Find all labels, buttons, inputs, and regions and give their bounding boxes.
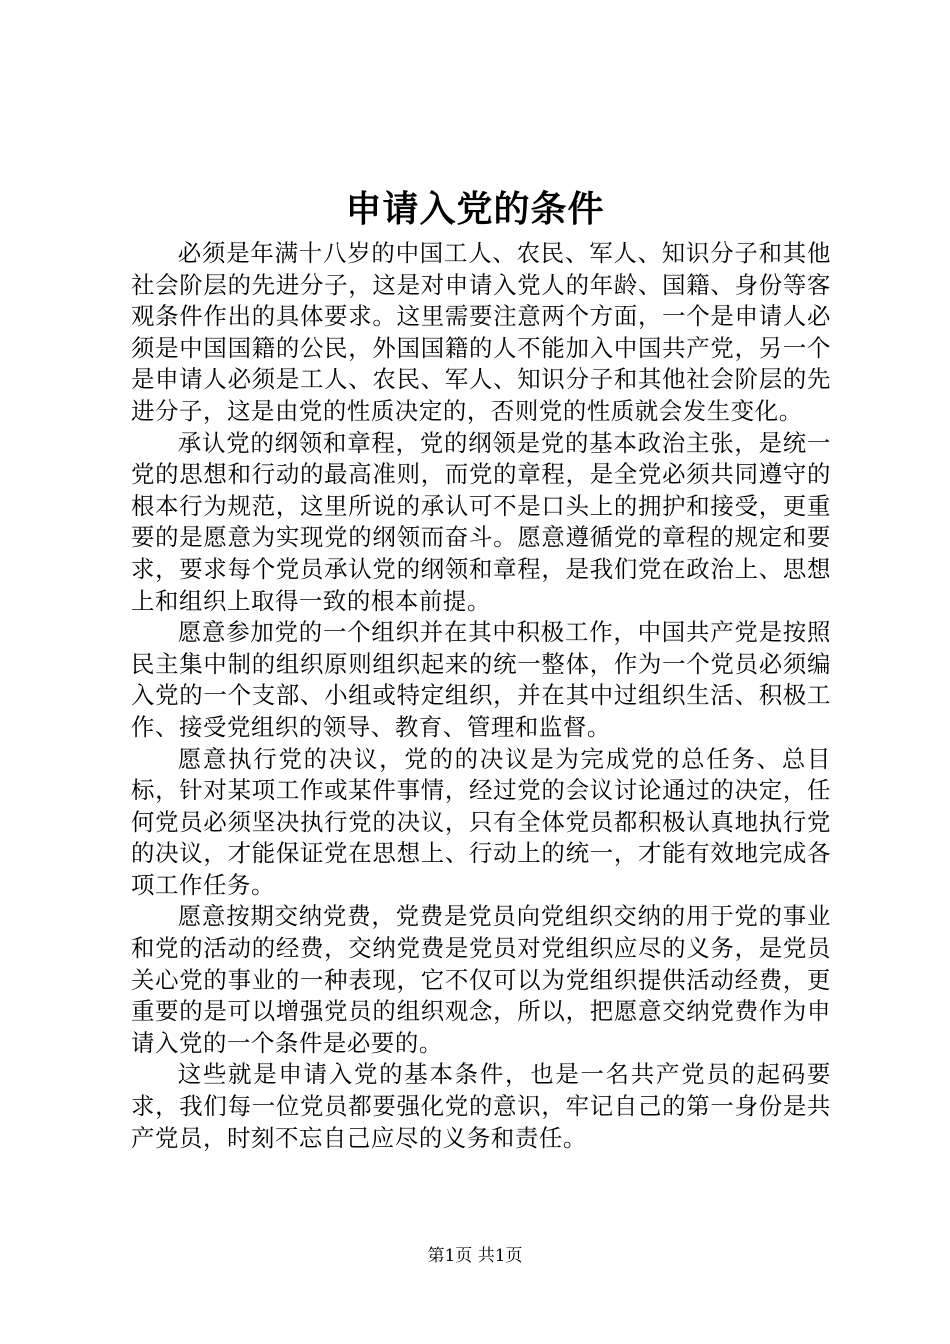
page-footer: 第1页 共1页 bbox=[427, 1246, 523, 1266]
paragraph-6: 这些就是申请入党的基本条件，也是一名共产党员的起码要求，我们每一位党员都要强化党的意识，牢记自己的第一身份是共产党员，时刻不忘自己应尽的义务和责任。 bbox=[131, 1060, 831, 1152]
document-title: 申请入党的条件 bbox=[345, 188, 605, 230]
paragraph-4: 愿意执行党的决议，党的的决议是为完成党的总任务、总目标，针对某项工作或某件事情，经过党的会议讨论通过的决定，任何党员必须坚决执行党的决议，只有全体党员都积极认真地执行党的决议，才能保证党在思想上、行动上的统一，才能有效地完成各项工作任务。 bbox=[131, 744, 831, 899]
paragraph-2: 承认党的纲领和章程，党的纲领是党的基本政治主张，是统一党的思想和行动的最高准则，而党的章程，是全党必须共同遵守的根本行为规范，这里所说的承认可不是口头上的拥护和接受，更重要的是愿意为实现党的纲领而奋斗。愿意遵循党的章程的规定和要求，要求每个党员承认党的纲领和章程，是我们党在政治上、思想上和组织上取得一致的根本前提。 bbox=[131, 428, 831, 615]
paragraph-3: 愿意参加党的一个组织并在其中积极工作，中国共产党是按照民主集中制的组织原则组织起来的统一整体，作为一个党员必须编入党的一个支部、小组或特定组织，并在其中过组织生活、积极工作、接受党组织的领导、教育、管理和监督。 bbox=[131, 618, 831, 741]
document-body bbox=[131, 238, 831, 1154]
paragraph-5: 愿意按期交纳党费，党费是党员向党组织交纳的用于党的事业和党的活动的经费，交纳党费是党员对党组织应尽的义务，是党员关心党的事业的一种表现，它不仅可以为党组织提供活动经费，更重要的是可以增强党员的组织观念，所以，把愿意交纳党费作为申请入党的一个条件是必要的。 bbox=[131, 902, 831, 1057]
paragraph-1: 必须是年满十八岁的中国工人、农民、军人、知识分子和其他社会阶层的先进分子，这是对申请入党人的年龄、国籍、身份等客观条件作出的具体要求。这里需要注意两个方面，一个是申请人必须是中国国籍的公民，外国国籍的人不能加入中国共产党，另一个是申请人必须是工人、农民、军人、知识分子和其他社会阶层的先进分子，这是由党的性质决定的，否则党的性质就会发生变化。 bbox=[131, 239, 831, 425]
